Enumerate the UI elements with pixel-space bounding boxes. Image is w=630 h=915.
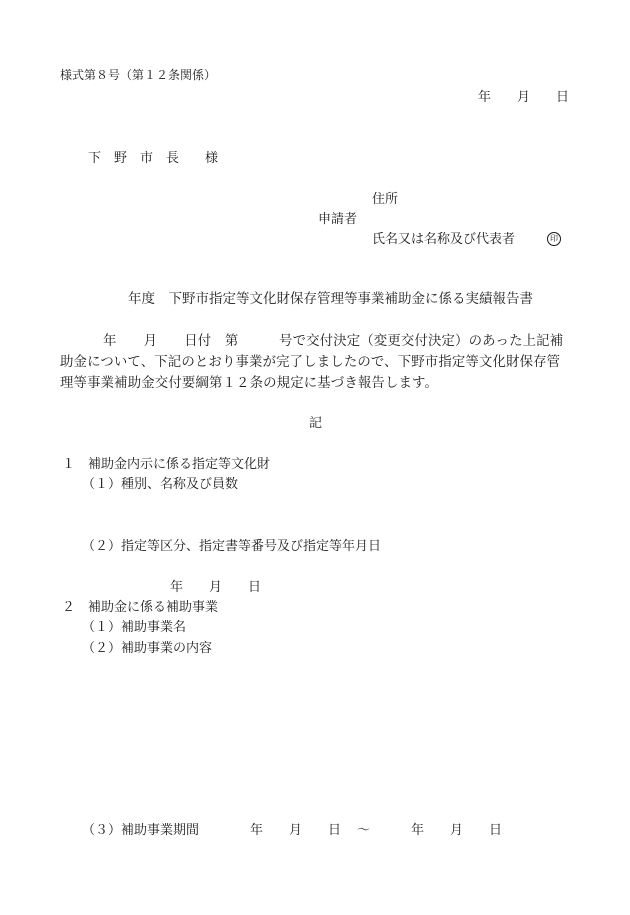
form-label: 様式第８号（第１２条関係） [60,68,217,82]
ki-heading: 記 [309,416,323,431]
addressee: 下 野 市 長 様 [88,151,219,166]
body-line-2: 助金について、下記のとおり事業が完了しましたので、下野市指定等文化財保存管 [60,355,561,370]
period-separator: ～ [357,823,371,838]
section1-item2: （２）指定等区分、指定書等番号及び指定等年月日 [82,539,382,554]
document-title: 年度 下野市指定等文化財保存管理等事業補助金に係る実績報告書 [128,291,533,307]
applicant-name-label: 氏名又は名称及び代表者 [372,232,516,247]
body-line-3: 理等事業補助金交付要綱第１２条の規定に基づき報告します。 [60,376,439,391]
section2-item3-label: （３）補助事業期間 [82,823,200,838]
section1-item1: （１）種別、名称及び員数 [82,477,239,492]
section1-heading: １ 補助金内示に係る指定等文化財 [62,457,271,472]
period-start-date: 年 月 日 [250,823,342,838]
header-date: 年 月 日 [478,90,570,105]
section2-item2: （２）補助事業の内容 [82,641,213,656]
section2-heading: ２ 補助金に係る補助事業 [62,600,219,615]
section2-item1: （１）補助事業名 [82,620,187,635]
applicant-address-label: 住所 [372,192,399,207]
applicant-role-label: 申請者 [318,212,358,227]
period-end-date: 年 月 日 [411,823,503,838]
seal-icon: 印 [547,232,561,246]
body-line-1: 年 月 日付 第 号で交付決定（変更交付決定）のあった上記補 [103,334,564,349]
section1-date: 年 月 日 [170,580,262,595]
